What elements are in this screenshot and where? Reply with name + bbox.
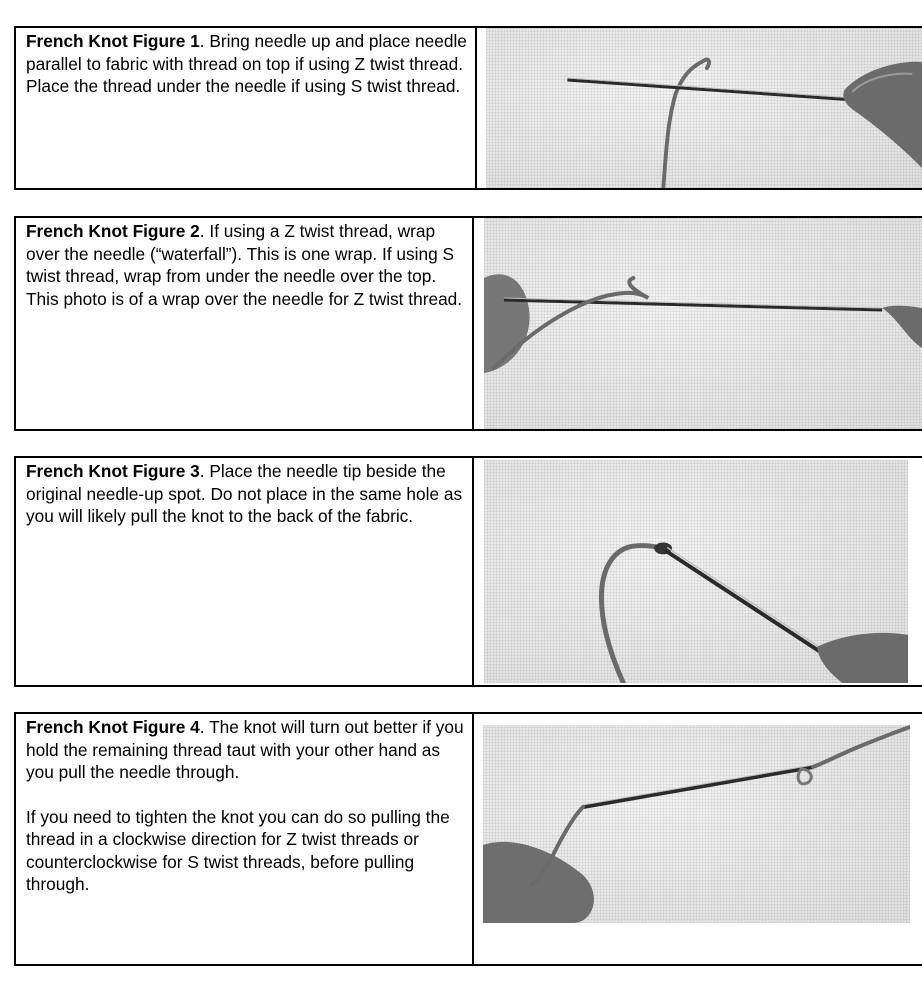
figure-3-caption xyxy=(16,458,474,685)
figure-4-title: French Knot Figure 4 xyxy=(26,717,200,737)
figure-3-photo xyxy=(484,460,908,683)
figure-1-title: French Knot Figure 1 xyxy=(26,31,200,51)
figure-4-photo xyxy=(483,725,910,923)
figure-4-paragraph-1 xyxy=(26,716,464,784)
figure-1-body: . Bring needle up and place needle parallel to fabric with thread on top if using Z twist thread. Place the thread under the needle if using S twist thread. xyxy=(26,31,467,96)
needle-parallel-illustration xyxy=(486,28,922,188)
figure-4-caption xyxy=(16,714,474,964)
figure-1-photo xyxy=(486,28,922,188)
figure-row-1 xyxy=(14,26,922,190)
figure-4-body: . The knot will turn out better if you hold the remaining thread taut with your other hand as you pull the needle through. xyxy=(26,717,464,782)
figure-3-title: French Knot Figure 3 xyxy=(26,461,200,481)
needle-insert-illustration xyxy=(484,460,908,683)
figure-2-photo xyxy=(484,218,922,429)
figure-2-body: . If using a Z twist thread, wrap over the needle (“waterfall”). This is one wrap. If using S twist thread, wrap from under the needle over the top. This photo is of a wrap over the needle for Z twist thread. xyxy=(26,221,463,309)
figure-2-paragraph-1 xyxy=(26,220,464,310)
figure-1-paragraph-1 xyxy=(26,30,467,98)
figure-4-paragraph-2: If you need to tighten the knot you can do so pulling the thread in a clockwise direction for Z twist threads or counterclockwise for S twist threads, before pulling through. xyxy=(26,806,450,894)
needle-wrap-illustration xyxy=(484,218,922,429)
figure-row-4 xyxy=(14,712,922,966)
figure-1-caption xyxy=(16,28,477,188)
figure-row-3 xyxy=(14,456,922,687)
figure-3-body: . Place the needle tip beside the original needle-up spot. Do not place in the same hole as you will likely pull the knot to the back of the fabric. xyxy=(26,461,463,526)
figure-2-caption xyxy=(16,218,474,429)
needle-pull-illustration xyxy=(483,725,910,923)
figure-3-paragraph-1 xyxy=(26,460,464,528)
figure-row-2 xyxy=(14,216,922,431)
figure-2-title: French Knot Figure 2 xyxy=(26,221,200,241)
